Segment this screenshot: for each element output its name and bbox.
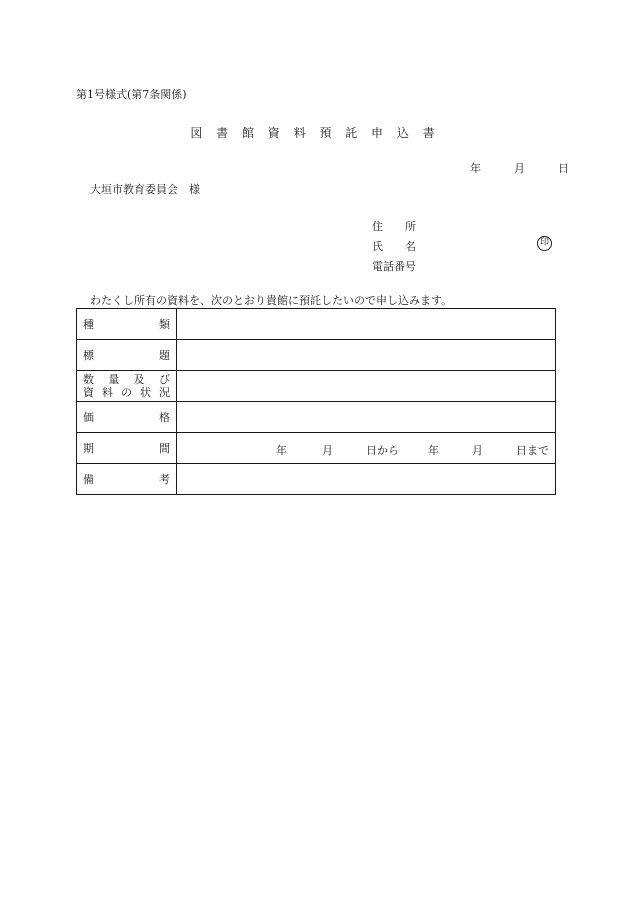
date-year-label: 年 (470, 162, 481, 175)
document-title: 図 書 館 資 料 預 託 申 込 書 (190, 126, 440, 140)
period-start-day: 日から (366, 444, 399, 457)
applicant-phone-row (372, 258, 422, 274)
condition-label-char: 料 (102, 386, 113, 399)
remarks-label-char: 考 (159, 473, 170, 486)
price-field[interactable] (177, 402, 556, 433)
period-text (276, 442, 549, 458)
period-field[interactable] (177, 433, 556, 464)
quantity-label-char: 及 (133, 373, 145, 386)
remarks-label (77, 464, 177, 495)
title-label (77, 340, 177, 371)
seal-mark: 印 (537, 236, 552, 251)
addressee: 大垣市教育委員会 様 (90, 183, 200, 196)
table-row-price (77, 402, 556, 433)
applicant-address-row (372, 218, 422, 234)
title-label-char: 標 (83, 349, 94, 362)
price-label (77, 402, 177, 433)
period-start-month: 月 (322, 444, 333, 457)
date-line (470, 160, 569, 176)
quantity-condition-field[interactable] (177, 371, 556, 402)
address-label: 住 所 (372, 220, 416, 233)
remarks-field[interactable] (177, 464, 556, 495)
type-field[interactable] (177, 309, 556, 340)
condition-label-char: 況 (159, 386, 170, 399)
phone-label: 電話番号 (372, 260, 416, 273)
application-table (76, 308, 556, 495)
condition-label-char: 資 (83, 386, 94, 399)
price-label-char: 格 (159, 411, 170, 424)
quantity-label-char: 量 (108, 373, 120, 386)
intro-text: わたくし所有の資料を、次のとおり貴館に預託したいので申し込みます。 (90, 294, 453, 307)
title-label-char: 題 (159, 349, 170, 362)
period-label-char: 間 (159, 442, 170, 455)
form-number: 第1号様式(第7条関係) (76, 88, 187, 101)
type-label-char: 類 (159, 318, 170, 331)
period-end-year: 年 (428, 444, 439, 457)
type-label-char: 種 (83, 318, 94, 331)
type-label (77, 309, 177, 340)
condition-label-char: 状 (140, 386, 151, 399)
price-label-char: 価 (83, 411, 94, 424)
table-row-quantity (77, 371, 556, 402)
remarks-label-char: 備 (83, 473, 94, 486)
quantity-label-char: 数 (83, 373, 94, 386)
table-row-type (77, 309, 556, 340)
period-label (77, 433, 177, 464)
name-label: 氏 名 (372, 240, 416, 253)
condition-label-char: の (121, 386, 132, 399)
date-day-label: 日 (558, 162, 569, 175)
quantity-label-char: び (158, 373, 170, 386)
title-field[interactable] (177, 340, 556, 371)
period-label-char: 期 (83, 442, 94, 455)
date-month-label: 月 (514, 162, 525, 175)
table-row-remarks (77, 464, 556, 495)
period-start-year: 年 (276, 444, 287, 457)
table-row-period (77, 433, 556, 464)
applicant-name-row (372, 238, 422, 254)
period-end-day: 日まで (516, 444, 549, 457)
period-end-month: 月 (472, 444, 483, 457)
table-row-title (77, 340, 556, 371)
quantity-condition-label (77, 371, 177, 402)
